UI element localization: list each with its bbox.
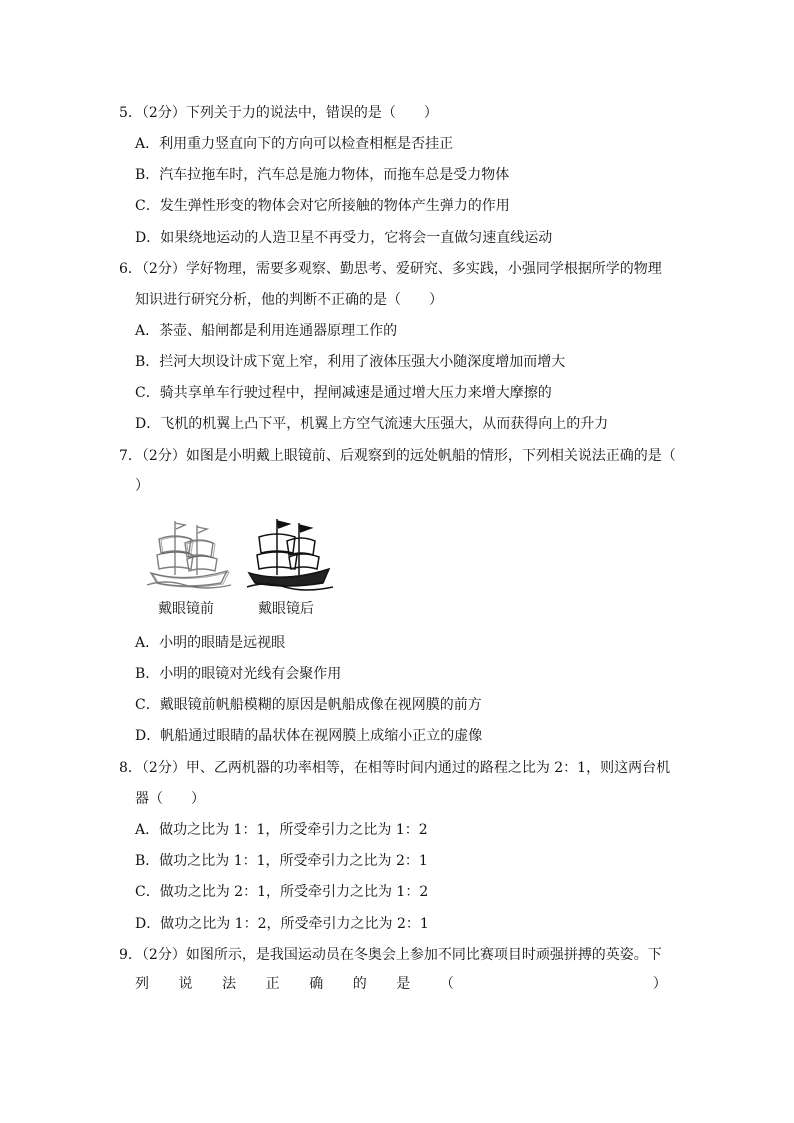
question-7-option-c: C．戴眼镜前帆船模糊的原因是帆船成像在视网膜的前方 xyxy=(135,697,482,713)
question-7-stem-line2: ） xyxy=(135,478,149,494)
stem-char: （ xyxy=(439,976,454,992)
question-5-option-d: D．如果绕地运动的人造卫星不再受力，它将会一直做匀速直线运动 xyxy=(135,230,553,246)
caption-after-glasses: 戴眼镜后 xyxy=(258,601,314,617)
question-6-option-d: D．飞机的机翼上凸下平，机翼上方空气流速大压强大，从而获得向上的升力 xyxy=(135,416,609,432)
question-7-option-b: B．小明的眼镜对光线有会聚作用 xyxy=(135,666,342,682)
question-8-stem-line2: 器（ ） xyxy=(135,791,205,807)
stem-char: 说 xyxy=(178,976,193,992)
stem-char: 确 xyxy=(309,976,324,992)
question-5-option-b: B．汽车拉拖车时，汽车总是施力物体，而拖车总是受力物体 xyxy=(135,167,510,183)
question-6-stem-line2: 知识进行研究分析，他的判断不正确的是（ ） xyxy=(135,292,443,308)
question-8-stem-line1: 8．（2分）甲、乙两机器的功率相等，在相等时间内通过的路程之比为 2：1，则这两台机 xyxy=(119,760,671,776)
stem-char: 法 xyxy=(222,976,237,992)
clear-sailboat-image xyxy=(245,513,335,593)
question-6-option-a: A．茶壶、船闸都是利用连通器原理工作的 xyxy=(135,323,398,339)
question-7-option-d: D．帆船通过眼睛的晶状体在视网膜上成缩小正立的虚像 xyxy=(135,728,483,744)
question-5-option-a: A．利用重力竖直向下的方向可以检查相框是否挂正 xyxy=(135,136,454,152)
question-6-option-c: C．骑共享单车行驶过程中，捏闸减速是通过增大压力来增大摩擦的 xyxy=(135,385,552,401)
question-8-option-a: A．做功之比为 1：1，所受牵引力之比为 1：2 xyxy=(135,822,428,838)
question-5-option-c: C．发生弹性形变的物体会对它所接触的物体产生弹力的作用 xyxy=(135,198,510,214)
question-9-stem-line2 xyxy=(135,975,667,993)
question-6-stem-line1: 6．（2分）学好物理，需要多观察、勤思考、爱研究、多实践，小强同学根据所学的物理 xyxy=(119,261,662,277)
question-7-option-a: A．小明的眼睛是远视眼 xyxy=(135,635,286,651)
question-8-option-b: B．做功之比为 1：1，所受牵引力之比为 2：1 xyxy=(135,853,428,869)
caption-before-glasses: 戴眼镜前 xyxy=(158,601,214,617)
question-8-option-c: C．做功之比为 2：1，所受牵引力之比为 1：2 xyxy=(135,884,429,900)
blurry-sailboat-image xyxy=(145,513,235,593)
question-6-option-b: B．拦河大坝设计成下宽上窄，利用了液体压强大小随深度增加而增大 xyxy=(135,354,566,370)
stem-char: ） xyxy=(652,976,667,992)
question-9-stem-line1: 9．（2分）如图所示，是我国运动员在冬奥会上参加不同比赛项目时顽强拼搏的英姿。下 xyxy=(119,947,662,963)
question-8-option-d: D．做功之比为 1：2，所受牵引力之比为 2：1 xyxy=(135,916,429,932)
question-7-stem-line1: 7．（2分）如图是小明戴上眼镜前、后观察到的远处帆船的情形，下列相关说法正确的是（ xyxy=(119,448,676,464)
stem-char: 列 xyxy=(135,976,149,992)
question-5-stem: 5．（2分）下列关于力的说法中，错误的是（ ） xyxy=(119,105,438,121)
sailboat-figure xyxy=(140,508,340,623)
stem-char: 的 xyxy=(352,976,367,992)
stem-char: 正 xyxy=(265,976,280,992)
stem-char: 是 xyxy=(396,976,411,992)
